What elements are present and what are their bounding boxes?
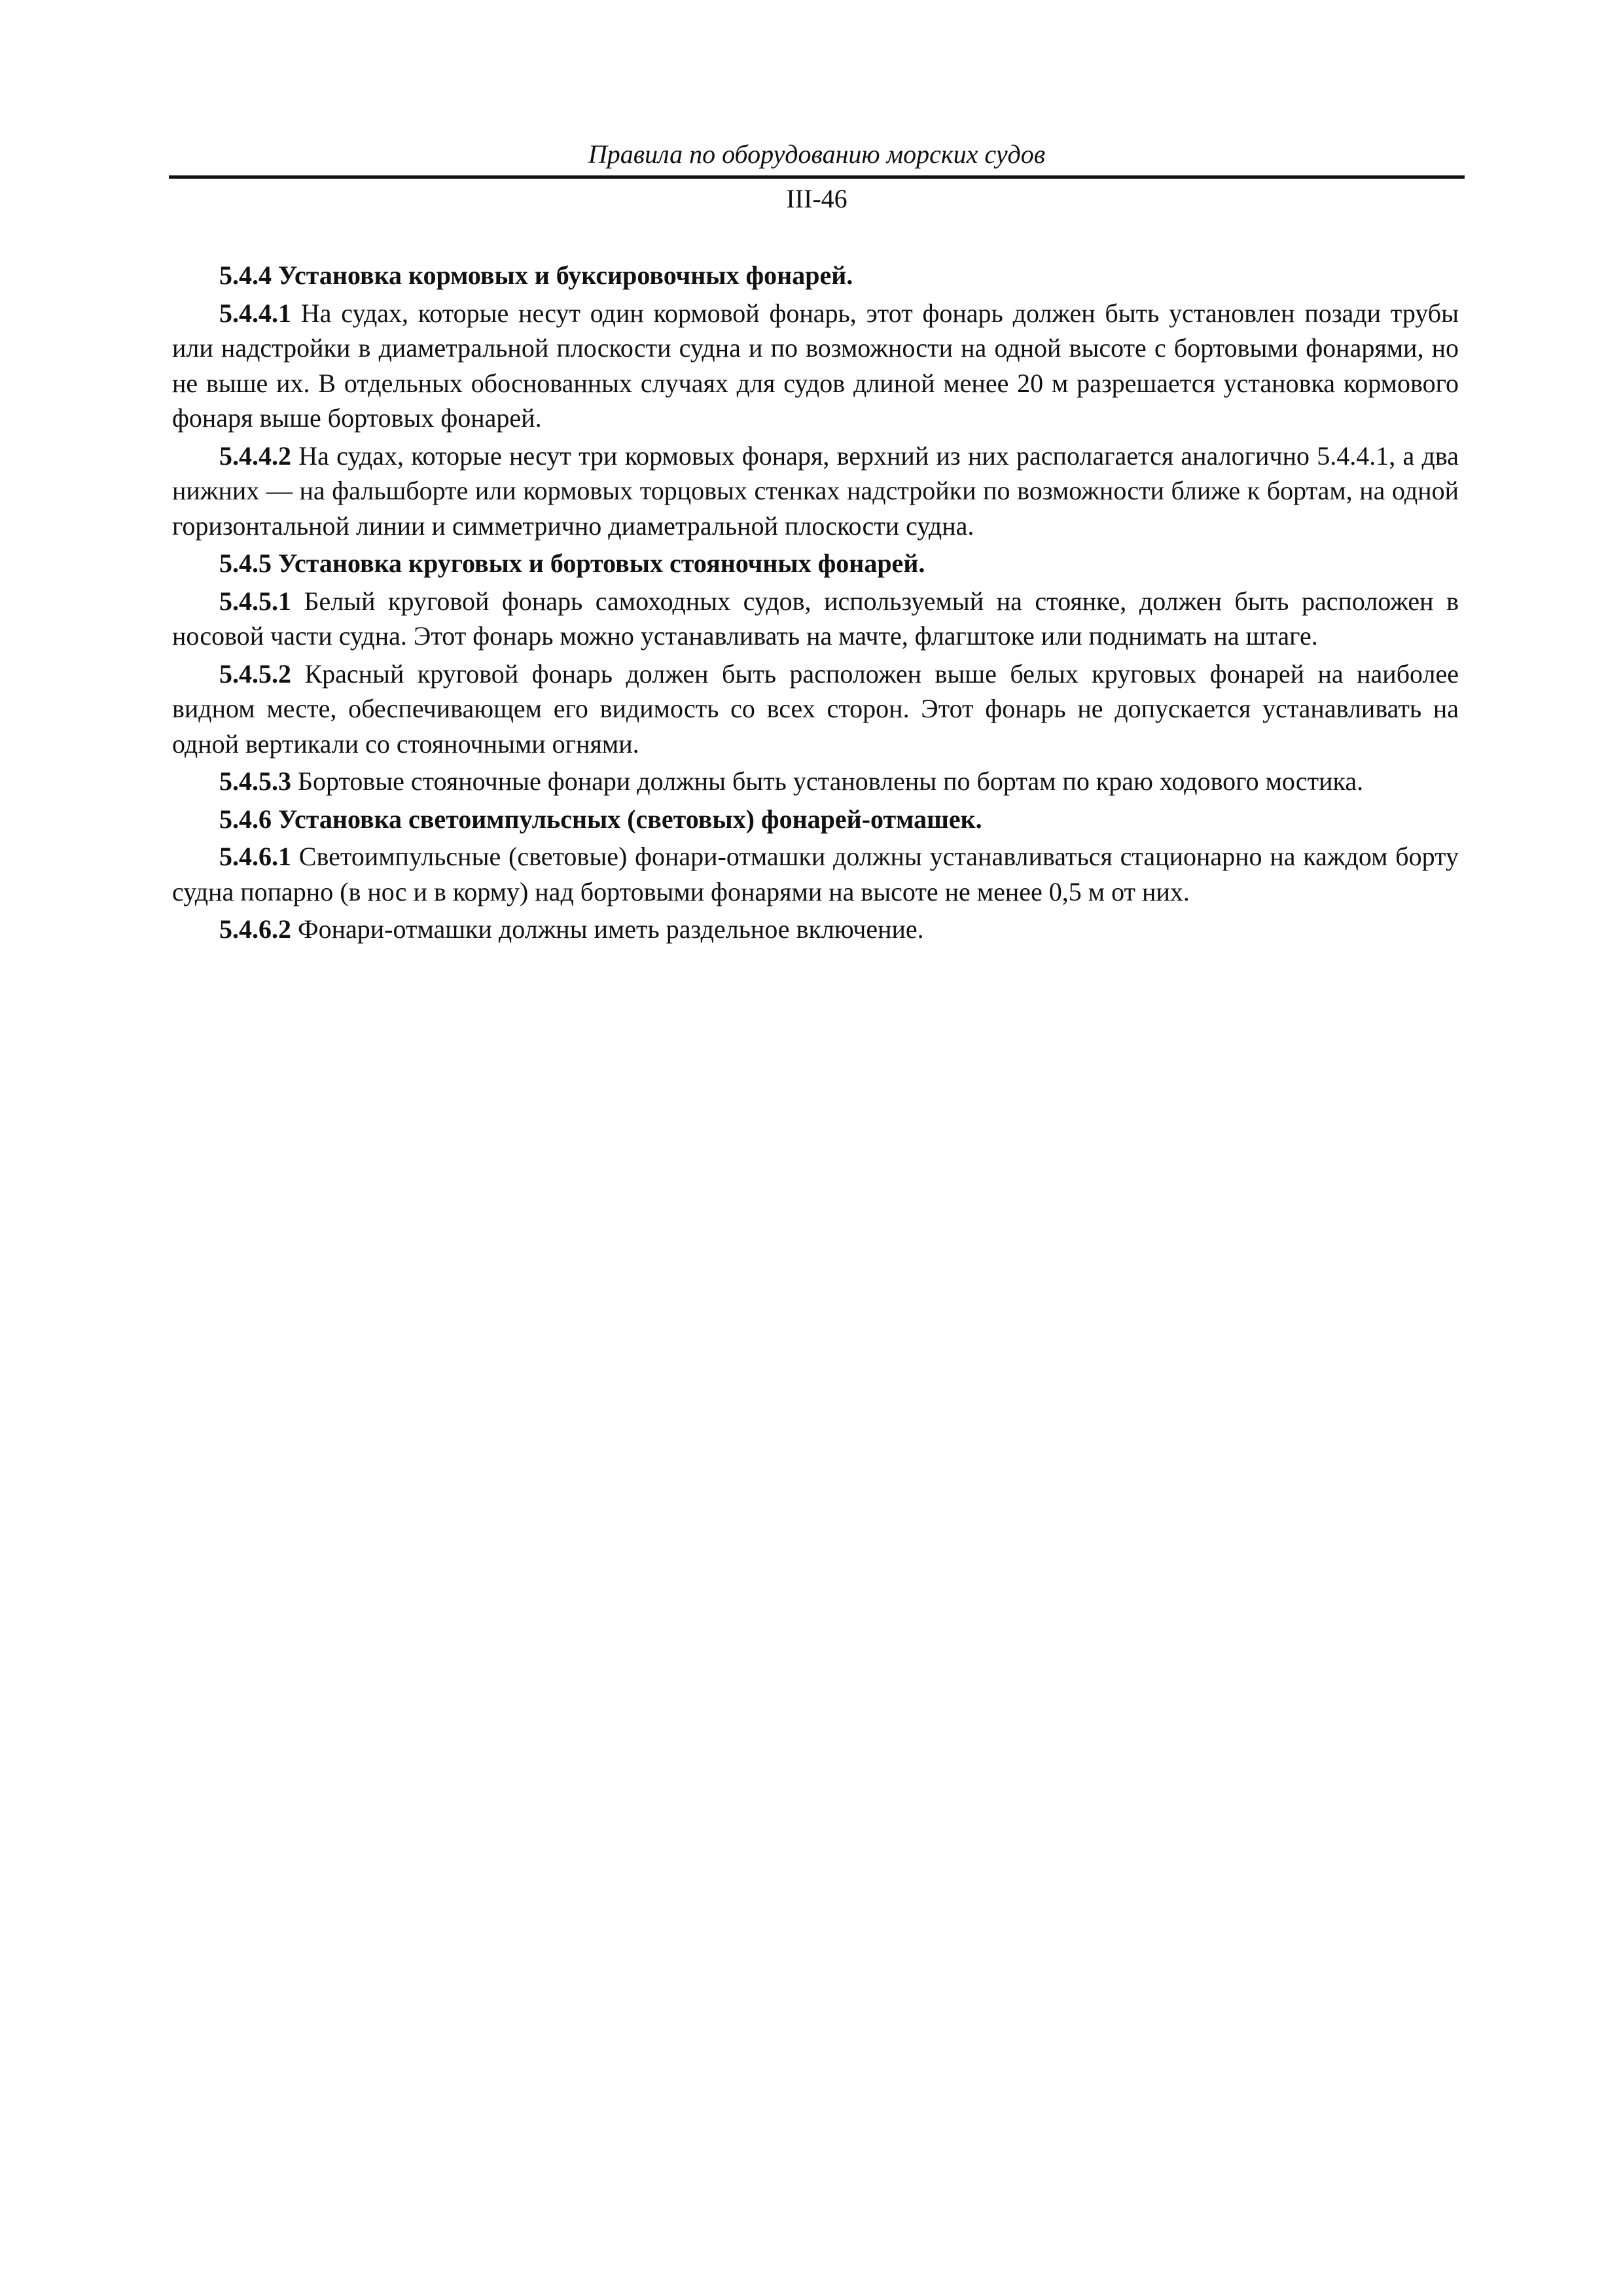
clause-5-4-5-1 bbox=[172, 584, 1459, 654]
clause-number: 5.4.6.1 bbox=[219, 842, 291, 871]
clause-text: Красный круговой фонарь должен быть расположен выше белых круговых фонарей на наиболее видном месте, обеспечивающем его видимость со всех сторон. Этот фонарь не допускается устанавливать на одной вертикали со стояночными огнями. bbox=[172, 658, 1459, 759]
clause-5-4-5-3 bbox=[172, 764, 1459, 799]
clause-5-4-6-2 bbox=[172, 912, 1459, 947]
clause-number: 5.4.4.2 bbox=[219, 440, 291, 471]
clause-5-4-5-2 bbox=[172, 656, 1459, 762]
section-heading-5-4-5: 5.4.5 Установка круговых и бортовых стояночных фонарей. bbox=[219, 548, 925, 578]
clause-text: Фонари-отмашки должны иметь раздельное включение. bbox=[291, 914, 924, 944]
running-header-title: Правила по оборудованию морских судов bbox=[588, 139, 1046, 169]
clause-text: Белый круговой фонарь самоходных судов, используемый на стоянке, должен быть расположен в носовой части судна. Этот фонарь можно устанавливать на мачте, флагштоке или поднимать на штаге. bbox=[172, 586, 1459, 651]
section-heading-5-4-6: 5.4.6 Установка светоимпульсных (световых) фонарей-отмашек. bbox=[219, 804, 982, 834]
clause-text: Бортовые стояночные фонари должны быть установлены по бортам по краю ходового мостика. bbox=[291, 766, 1364, 796]
clause-number: 5.4.5.1 bbox=[219, 586, 291, 616]
clause-5-4-4-1 bbox=[172, 296, 1459, 436]
clause-5-4-4-2 bbox=[172, 439, 1459, 544]
clause-number: 5.4.5.2 bbox=[219, 658, 291, 689]
clause-5-4-6-1 bbox=[172, 839, 1459, 909]
clause-number: 5.4.5.3 bbox=[219, 766, 291, 796]
clause-text: На судах, которые несут три кормовых фонаря, верхний из них располагается аналогично 5.4.4.1, а два нижних — на фальшборте или кормовых торцовых стенках надстройки по возможности ближе к бортам, на одной горизонтальной линии и симметрично диаметральной плоскости судна. bbox=[172, 440, 1459, 541]
body-text bbox=[172, 258, 1459, 950]
section-heading-5-4-4: 5.4.4 Установка кормовых и буксировочных фонарей. bbox=[219, 260, 853, 290]
page-number: III-46 bbox=[786, 184, 847, 213]
clause-number: 5.4.4.1 bbox=[219, 298, 291, 328]
clause-text: Светоимпульсные (световые) фонари-отмашки должны устанавливаться стационарно на каждом борту судна попарно (в нос и в корму) над бортовыми фонарями на высоте не менее 0,5 м от них. bbox=[172, 842, 1459, 906]
clause-number: 5.4.6.2 bbox=[219, 914, 291, 944]
header-divider bbox=[169, 175, 1465, 179]
clause-text: На судах, которые несут один кормовой фонарь, этот фонарь должен быть установлен позади трубы или надстройки в диаметральной плоскости судна и по возможности на одной высоте с бортовыми фонарями, но не выше их. В отдельных обоснованных случаях для судов длиной менее 20 м разрешается установка кормового фонаря выше бортовых фонарей. bbox=[172, 298, 1459, 433]
